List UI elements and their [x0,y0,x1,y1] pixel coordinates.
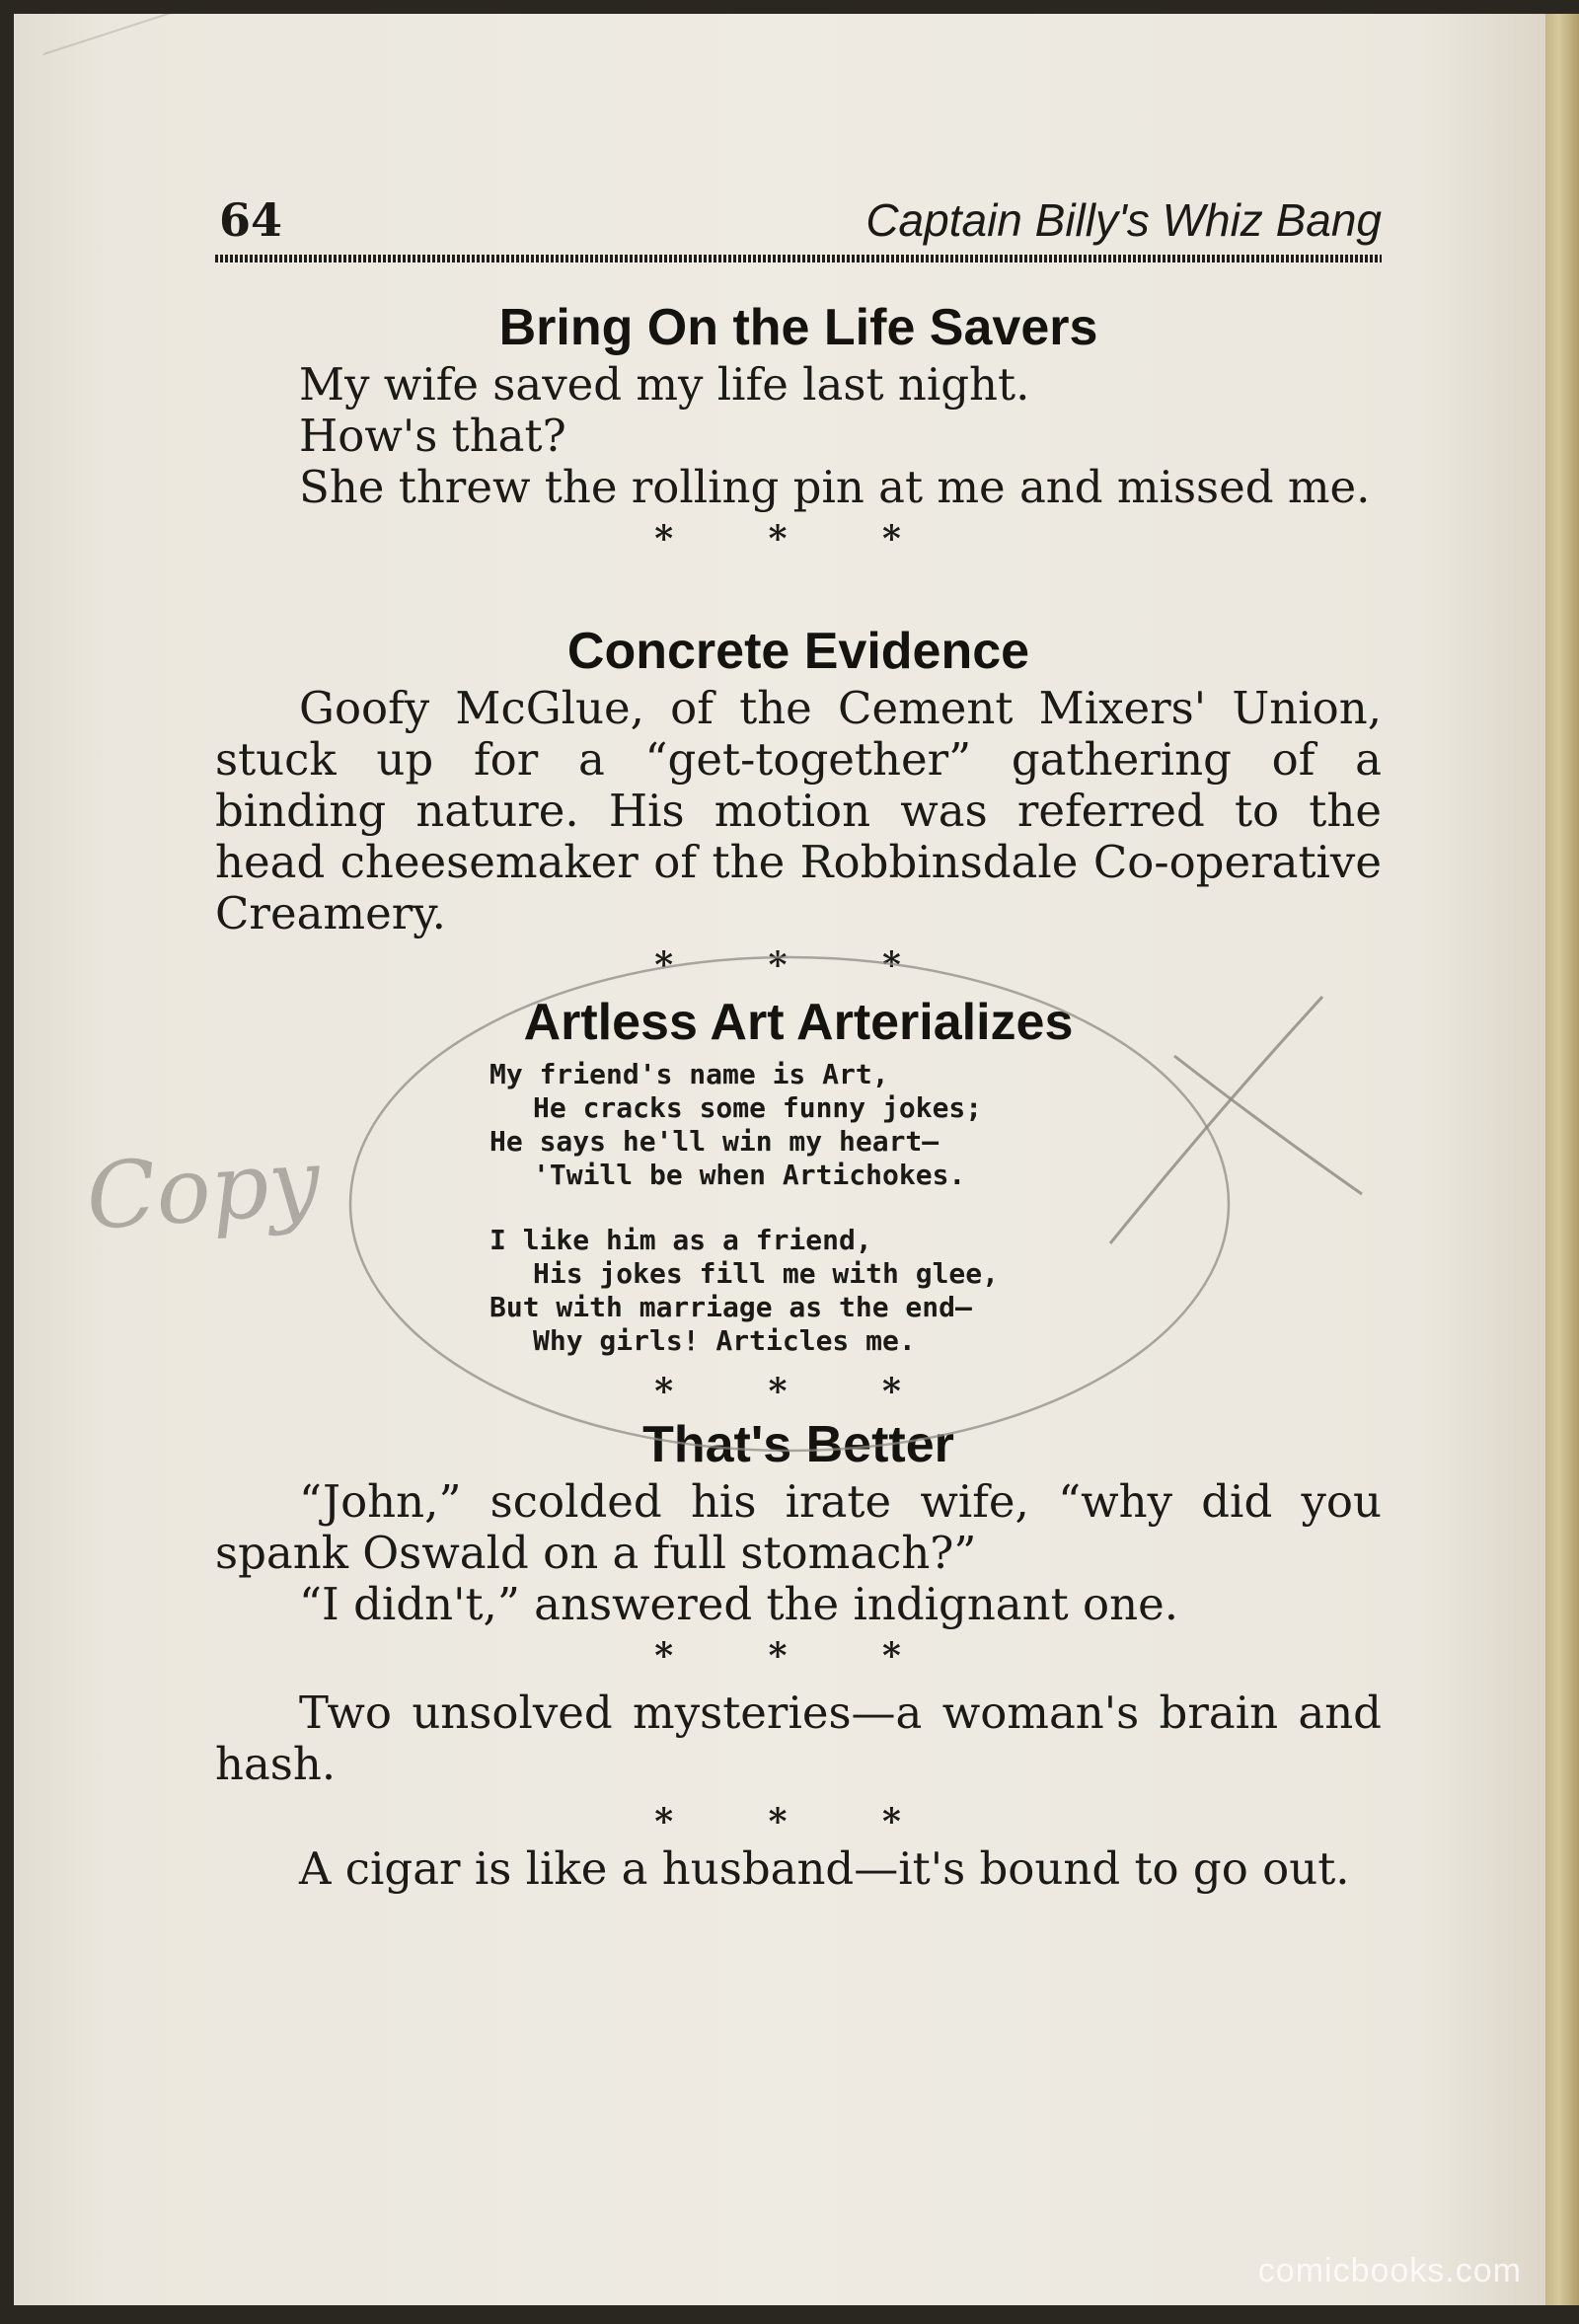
separator-stars: * * * [654,1371,942,1412]
header-rule [215,255,1382,262]
separator-stars: * * * [654,518,942,560]
poem-line: He says he'll win my heart— [489,1125,940,1158]
joke-thats-better [215,1413,1382,1682]
watermark: comicbooks.com [1257,2252,1522,2289]
joke-title: That's Better [642,1416,954,1473]
joke-title: Concrete Evidence [566,623,1030,680]
handwritten-note: Copy [83,1128,324,1250]
joke-cigar [215,1843,1382,1895]
poem-stanza-1 [215,1058,1382,1192]
separator-stars: * * * [654,944,942,986]
poem-line: My friend's name is Art, [489,1058,889,1090]
poem-line: His jokes fill me with glee, [533,1257,1000,1290]
separator-stars: * * * [654,1801,942,1842]
joke-life-savers [215,296,1382,564]
poem-line: Why girls! Articles me. [533,1324,916,1357]
joke-line: “I didn't,” answered the indignant one. [299,1578,1179,1630]
joke-text: A cigar is like a husband—it's bound to go out. [299,1842,1350,1895]
page-crease [43,14,438,55]
running-head [215,193,1382,253]
poem-line: 'Twill be when Artichokes. [533,1159,966,1191]
page-number: 64 [219,193,283,247]
joke-concrete-evidence [215,620,1382,991]
poem-stanza-2 [215,1224,1382,1358]
poem-line: I like him as a friend, [489,1224,872,1256]
joke-mysteries [215,1687,1382,1847]
separator-stars: * * * [654,1635,942,1677]
poem-title: Artless Art Arterializes [523,994,1074,1051]
book-spine-edge [1545,14,1579,2305]
joke-line: “John,” scolded his irate wife, “why did you spank Oswald on a full stomach?” [215,1475,1382,1579]
joke-line: My wife saved my life last night. [299,358,1030,411]
joke-line: She threw the rolling pin at me and missed me. [299,461,1371,513]
joke-text: Goofy McGlue, of the Cement Mixers' Union, stuck up for a “get-together” gathering of a binding nature. His motion was referred to the head cheesemaker of the Robbinsdale Co-operative Creamery. [215,682,1382,939]
poem-line: But with marriage as the end— [489,1291,972,1323]
joke-title: Bring On the Life Savers [498,299,1098,356]
joke-text: Two unsolved mysteries—a woman's brain and hash. [215,1687,1382,1790]
joke-line: How's that? [299,410,566,462]
running-title: Captain Billy's Whiz Bang [865,194,1382,246]
poem-artless-art [215,991,1382,1417]
poem-line: He cracks some funny jokes; [533,1091,983,1124]
